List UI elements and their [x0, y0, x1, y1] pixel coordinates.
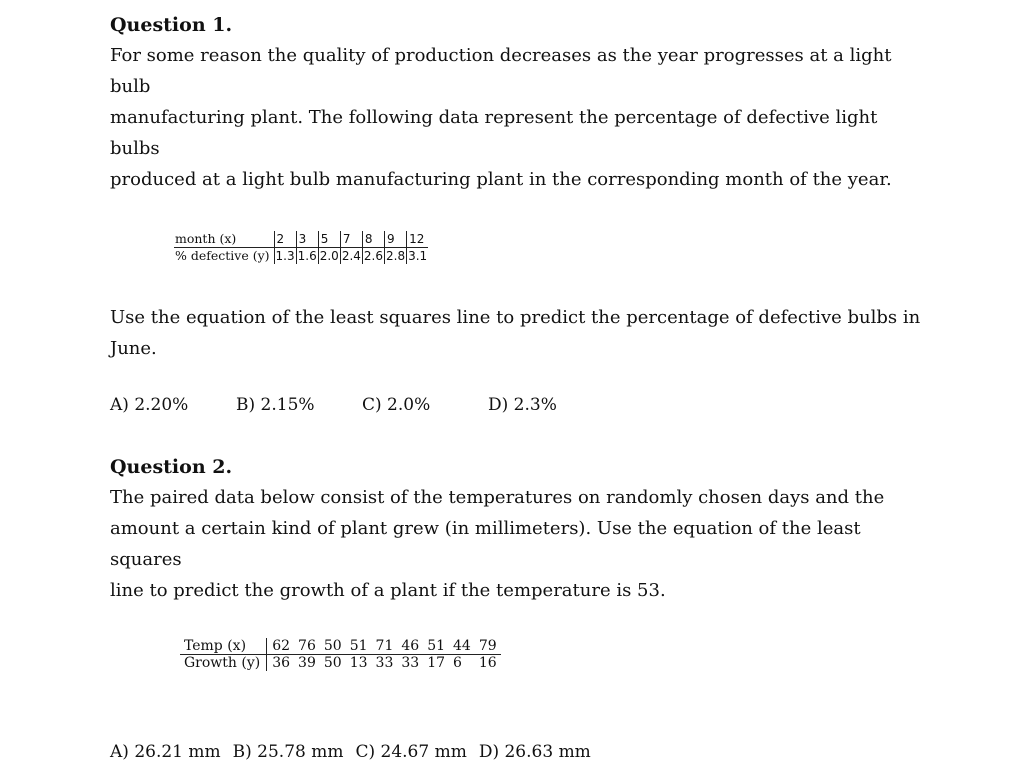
- choice-a[interactable]: A) 2.20%: [110, 395, 189, 415]
- y-value: 17: [427, 655, 446, 671]
- y-value: 16: [478, 655, 497, 671]
- x-value: 8: [362, 231, 384, 248]
- choice-b[interactable]: B) 25.78 mm: [232, 742, 344, 762]
- choice-d[interactable]: D) 26.63 mm: [478, 742, 591, 762]
- question-1-data-table-wrap: [174, 231, 930, 264]
- x-value: 76: [294, 638, 320, 655]
- table-row: [180, 655, 501, 672]
- x-value: 71: [372, 638, 398, 655]
- question-2-data-table: [180, 638, 501, 671]
- table-row: [174, 231, 428, 248]
- row-label-growth: Growth (y): [184, 655, 261, 671]
- question-1-line-1: For some reason the quality of production decreases as the year progresses at a light bulb: [110, 45, 892, 97]
- worksheet: [110, 10, 930, 767]
- table-row: [180, 638, 501, 655]
- question-2-line-3: line to predict the growth of a plant if the temperature is 53.: [110, 580, 666, 601]
- y-value: 36: [267, 655, 294, 672]
- row-label-temp: Temp (x): [180, 638, 267, 655]
- question-2-title: Question 2.: [110, 456, 233, 478]
- y-value: 50: [323, 655, 342, 671]
- x-value: 79: [475, 638, 501, 655]
- x-value: 44: [449, 638, 475, 655]
- question-2-line-2: amount a certain kind of plant grew (in millimeters). Use the equation of the least squares: [110, 518, 861, 570]
- question-1-prompt-line-1: Use the equation of the least squares line to predict the percentage of defective bulbs in: [110, 307, 921, 328]
- row-label-defective: % defective (y): [175, 248, 270, 263]
- x-value: 46: [397, 638, 423, 655]
- choice-a[interactable]: A) 26.21 mm: [110, 742, 221, 762]
- x-value: 3: [296, 231, 318, 248]
- y-value: 1.6: [297, 249, 317, 263]
- y-value: 2.6: [363, 249, 384, 263]
- y-value: 13: [349, 655, 368, 671]
- question-2-line-1: The paired data below consist of the temperatures on randomly chosen days and the: [110, 487, 885, 508]
- choice-b[interactable]: B) 2.15%: [236, 395, 315, 415]
- y-value: 33: [401, 655, 420, 671]
- y-value: 33: [375, 655, 394, 671]
- choice-d[interactable]: D) 2.3%: [488, 395, 557, 415]
- x-value: 50: [320, 638, 346, 655]
- question-1-line-2: manufacturing plant. The following data represent the percentage of defective light bulbs: [110, 107, 878, 159]
- question-2-choices: [110, 737, 930, 767]
- x-value: 51: [423, 638, 449, 655]
- x-value: 62: [267, 638, 294, 655]
- y-value: 3.1: [408, 249, 428, 263]
- y-value: 2.4: [341, 249, 361, 263]
- x-value: 7: [340, 231, 362, 248]
- x-value: 5: [318, 231, 340, 248]
- y-value: 6: [453, 655, 462, 671]
- x-value: 51: [346, 638, 372, 655]
- x-value: 2: [274, 231, 296, 248]
- y-value: 1.3: [275, 249, 295, 263]
- x-value: 9: [385, 231, 407, 248]
- table-row: [174, 248, 428, 265]
- y-value: 2.8: [386, 249, 406, 263]
- row-label-month: month (x): [174, 231, 256, 248]
- choice-c[interactable]: C) 2.0%: [362, 395, 431, 415]
- question-1-data-table: [174, 231, 428, 264]
- question-1-prompt-line-2: June.: [110, 338, 157, 359]
- question-2-data-table-wrap: [180, 638, 930, 671]
- x-value: 12: [407, 231, 429, 248]
- question-1-title: Question 1.: [110, 14, 233, 36]
- y-value: 39: [298, 655, 316, 671]
- question-1-choices: [110, 390, 930, 420]
- y-value: 2.0: [319, 249, 339, 263]
- question-1-line-3: produced at a light bulb manufacturing plant in the corresponding month of the year.: [110, 169, 892, 190]
- choice-c[interactable]: C) 24.67 mm: [355, 742, 467, 762]
